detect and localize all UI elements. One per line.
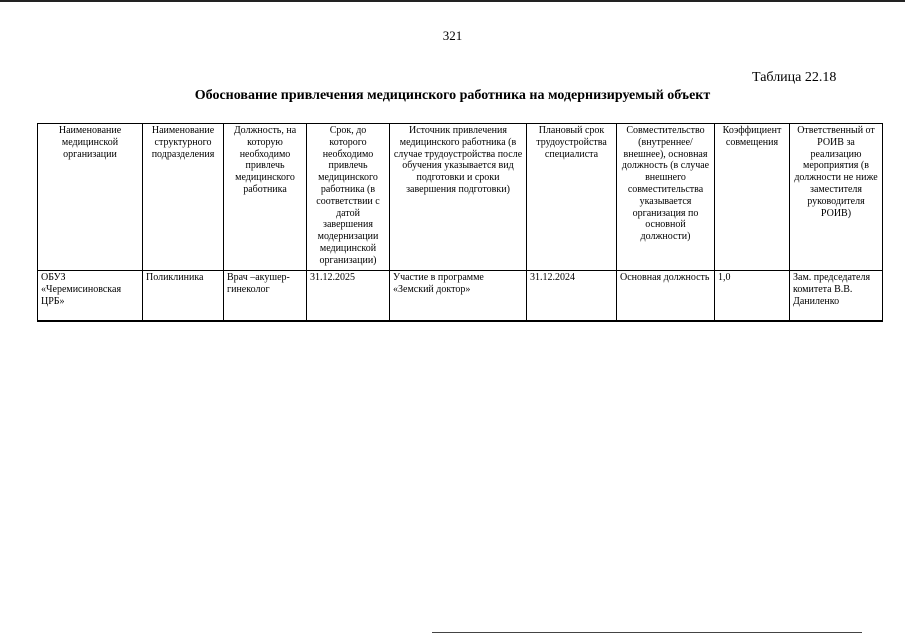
header-department: Наименование структурного подразделения (143, 124, 224, 271)
cell-coefficient: 1,0 (715, 271, 790, 322)
header-responsible: Ответственный от РОИВ за реализацию мероприятия (в должности не ниже заместителя руководителя РОИВ) (790, 124, 883, 271)
header-deadline: Срок, до которого необходимо привлечь медицинского работника (в соответствии с датой завершения модернизации медицинской организации) (307, 124, 390, 271)
cell-responsible: Зам. председателя комитета В.В. Даниленко (790, 271, 883, 322)
page-number: 321 (442, 28, 463, 43)
cell-planned-date: 31.12.2024 (527, 271, 617, 322)
cell-deadline: 31.12.2025 (307, 271, 390, 322)
cell-department: Поликлиника (143, 271, 224, 322)
staffing-table (37, 123, 883, 322)
header-coefficient: Коэффициент совмещения (715, 124, 790, 271)
header-source: Источник привлечения медицинского работника (в случае трудоустройства после обучения указывается вид подготовки и сроки завершения подготовки) (390, 124, 527, 271)
top-border-line (0, 0, 905, 2)
header-position: Должность, на которую необходимо привлечь медицинского работника (224, 124, 307, 271)
table-row (38, 271, 883, 322)
table-header-row (38, 124, 883, 271)
header-combination: Совместительство (внутреннее/внешнее), основная должность (в случае внешнего совместительства указывается организация по основной должности) (617, 124, 715, 271)
header-organization: Наименование медицинской организации (38, 124, 143, 271)
table-label: Таблица 22.18 (752, 70, 837, 85)
bottom-rule (432, 632, 862, 633)
header-planned-date: Плановый срок трудоустройства специалиста (527, 124, 617, 271)
cell-organization: ОБУЗ «Черемисиновская ЦРБ» (38, 271, 143, 322)
cell-source: Участие в программе «Земский доктор» (390, 271, 527, 322)
cell-position: Врач –акушер-гинеколог (224, 271, 307, 322)
cell-combination: Основная должность (617, 271, 715, 322)
document-title: Обоснование привлечения медицинского работника на модернизируемый объект (194, 88, 711, 103)
